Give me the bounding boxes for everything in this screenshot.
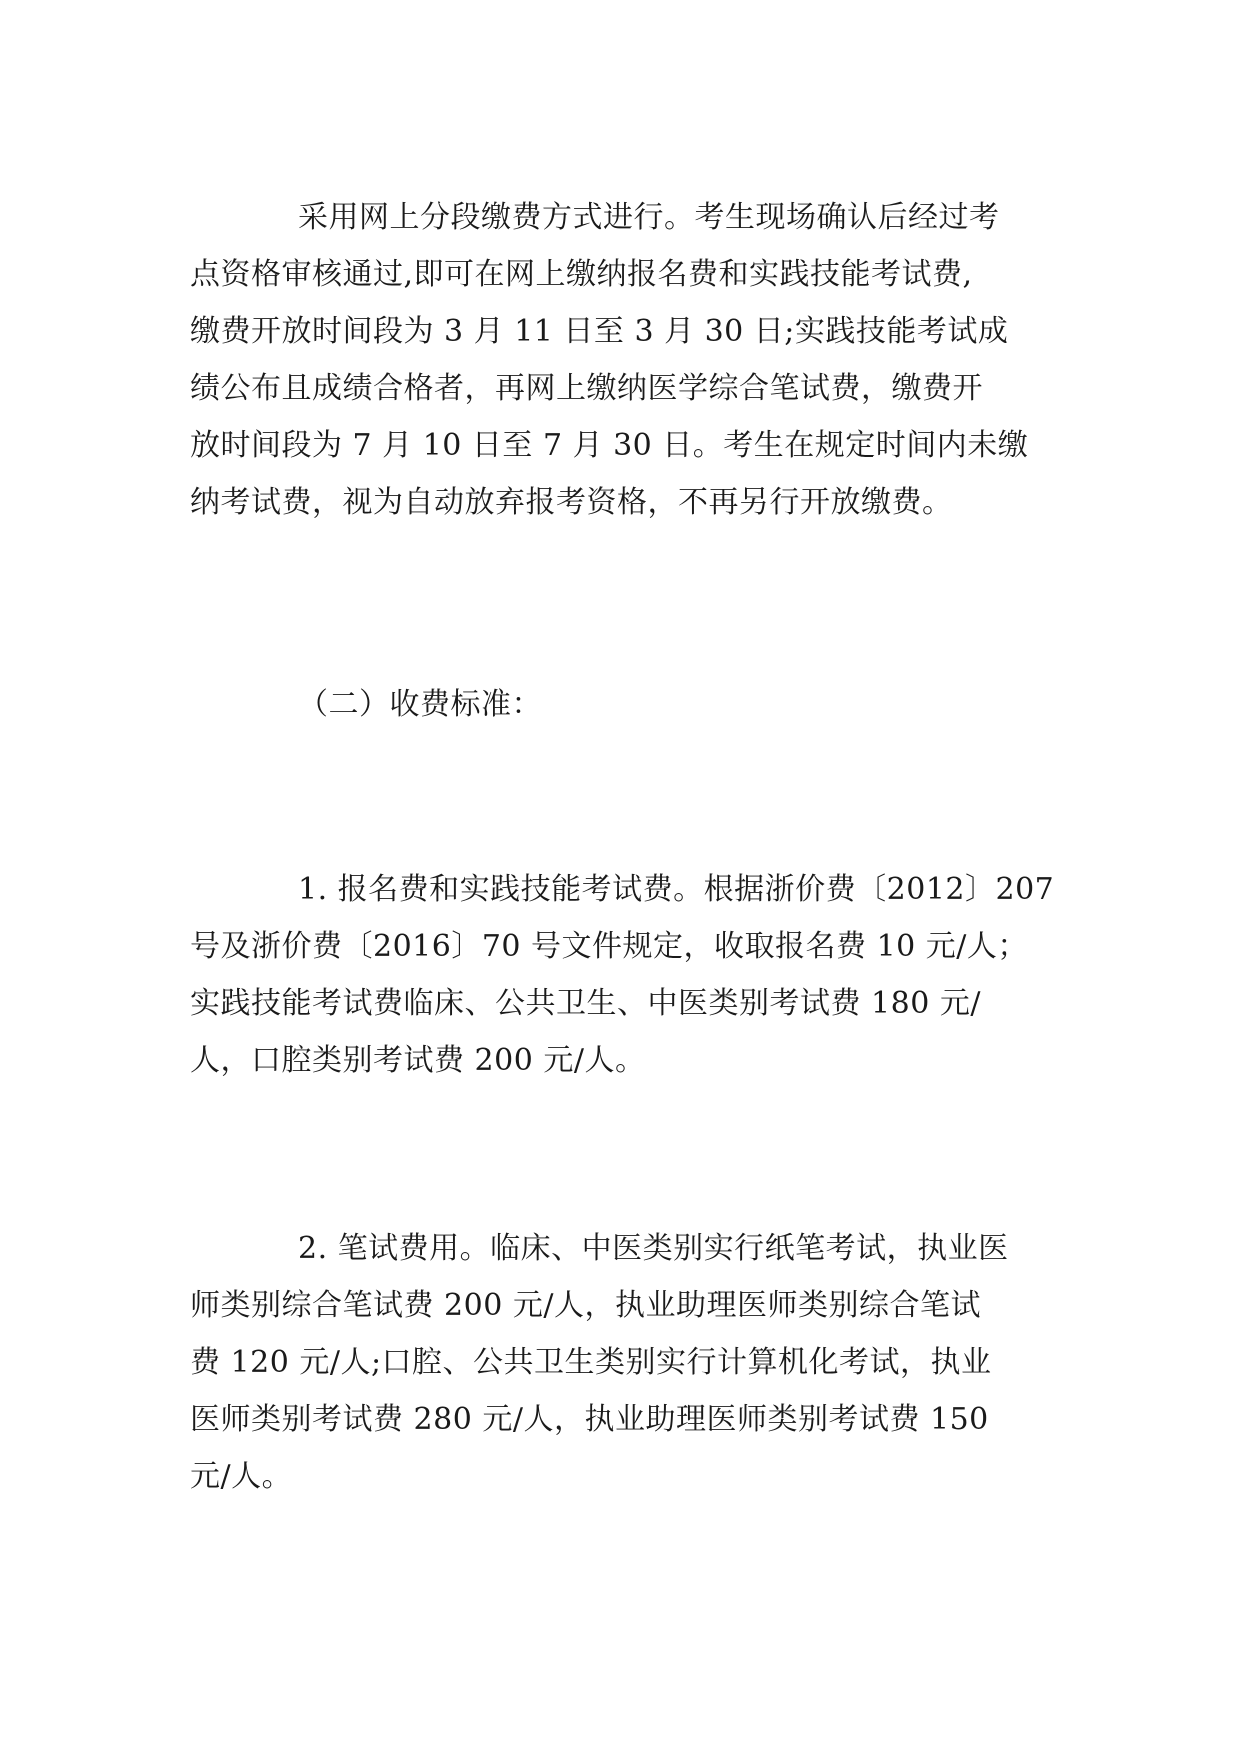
text-line: 医师类别考试费 280 元/人，执业助理医师类别考试费 150 (190, 1402, 989, 1437)
text-line: 2. 笔试费用。临床、中医类别实行纸笔考试，执业医 (298, 1231, 1009, 1266)
text-line: 师类别综合笔试费 200 元/人，执业助理医师类别综合笔试 (190, 1288, 981, 1323)
text-line: 1. 报名费和实践技能考试费。根据浙价费〔2012〕207 (298, 872, 1055, 907)
text-line: 绩公布且成绩合格者，再网上缴纳医学综合笔试费，缴费开 (190, 371, 983, 406)
text-line: 号及浙价费〔2016〕70 号文件规定，收取报名费 10 元/人； (190, 929, 1028, 964)
text-line: 元/人。 (190, 1459, 293, 1494)
text-line: 费 120 元/人;口腔、公共卫生类别实行计算机化考试，执业 (190, 1345, 992, 1380)
text-line: 点资格审核通过,即可在网上缴纳报名费和实践技能考试费, (190, 257, 973, 292)
text-line: 实践技能考试费临床、公共卫生、中医类别考试费 180 元/ (190, 986, 981, 1021)
section-heading: （二）收费标准： (298, 687, 542, 722)
text-line: 缴费开放时间段为 3 月 11 日至 3 月 30 日;实践技能考试成 (190, 314, 1009, 349)
text-line: 纳考试费，视为自动放弃报考资格，不再另行开放缴费。 (190, 485, 953, 520)
text-line: 放时间段为 7 月 10 日至 7 月 30 日。考生在规定时间内未缴 (190, 428, 1029, 463)
text-line: 采用网上分段缴费方式进行。考生现场确认后经过考 (298, 200, 1000, 235)
text-line: 人，口腔类别考试费 200 元/人。 (190, 1043, 646, 1078)
